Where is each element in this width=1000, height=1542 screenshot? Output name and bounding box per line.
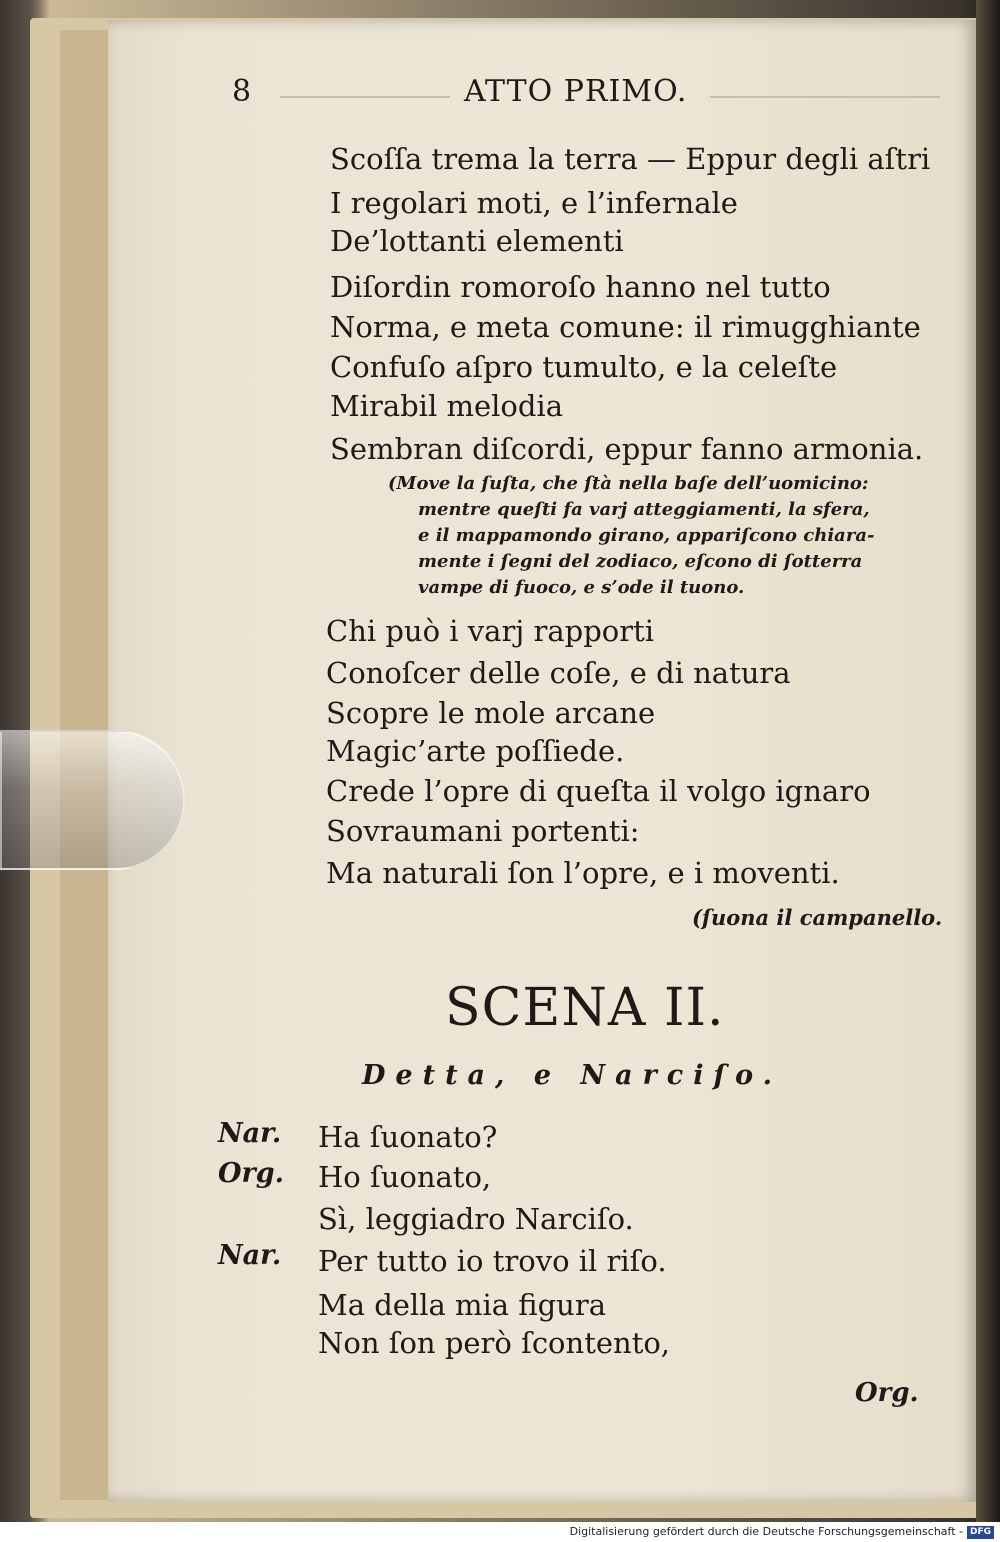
stage-direction-line: (Move la ſuſta, che ſtà nella baſe dell’uomicino: <box>388 473 869 494</box>
header-rule <box>710 96 940 98</box>
dialogue-line: Ho ſuonato, <box>318 1160 492 1194</box>
header-rule <box>280 96 450 98</box>
speaker-label: Org. <box>218 1158 285 1189</box>
stage-direction-line: mentre queſti fa varj atteggiamenti, la sfera, <box>418 499 870 520</box>
book-spine <box>976 0 1000 1522</box>
dialogue-line: Ha ſuonato? <box>318 1120 498 1154</box>
dialogue-line: Ma della mia figura <box>318 1288 607 1322</box>
speaker-label: Nar. <box>218 1240 282 1271</box>
verse-line: Magic’arte poſſiede. <box>326 734 625 768</box>
verse-line: Scoſſa trema la terra — Eppur degli aſtri <box>330 142 931 176</box>
running-title: ATTO PRIMO. <box>464 74 688 109</box>
verse-line: Chi può i varj rapporti <box>326 614 655 648</box>
speaker-label: Nar. <box>218 1118 282 1149</box>
stage-direction: (ſuona il campanello. <box>692 905 943 930</box>
verse-line: Norma, e meta comune: il rimugghiante <box>330 310 921 344</box>
dialogue-line: Non ſon però ſcontento, <box>318 1326 671 1360</box>
dfg-logo: DFG <box>967 1526 994 1539</box>
footer-credit: Digitalisierung gefördert durch die Deutsche Forschungsgemeinschaft - <box>569 1525 963 1538</box>
scene-title: SCENA II. <box>445 978 725 1038</box>
dialogue-line: Sì, leggiadro Narciſo. <box>318 1202 634 1236</box>
verse-line: Diſordin romoroſo hanno nel tutto <box>330 270 831 304</box>
verse-line: Conoſcer delle coſe, e di natura <box>326 656 791 690</box>
digitization-footer <box>0 1522 1000 1542</box>
verse-line: Mirabil melodia <box>330 389 563 423</box>
verse-line: Sovraumani portenti: <box>326 814 640 848</box>
page-clip <box>0 730 185 870</box>
page-number: 8 <box>232 74 253 109</box>
stage-direction-line: vampe di fuoco, e s’ode il tuono. <box>418 577 745 598</box>
verse-line: Crede l’opre di queſta il volgo ignaro <box>326 774 871 808</box>
dialogue-line: Per tutto io trovo il riſo. <box>318 1244 667 1278</box>
verse-line: Sembran diſcordi, eppur fanno armonia. <box>330 432 924 466</box>
verse-line: Confuſo aſpro tumulto, e la celeſte <box>330 350 838 384</box>
verse-line: I regolari moti, e l’infernale <box>330 186 738 220</box>
verse-line: Ma naturali ſon l’opre, e i moventi. <box>326 856 840 890</box>
stage-direction-line: e il mappamondo girano, appariſcono chiara- <box>418 525 875 546</box>
stage-direction-line: mente i ſegni del zodiaco, eſcono di ſotterra <box>418 551 863 572</box>
scene-persons: Detta, e Narciſo. <box>362 1060 783 1091</box>
verse-line: Scopre le mole arcane <box>326 696 656 730</box>
catchword: Org. <box>855 1378 919 1408</box>
verse-line: De’lottanti elementi <box>330 224 624 258</box>
